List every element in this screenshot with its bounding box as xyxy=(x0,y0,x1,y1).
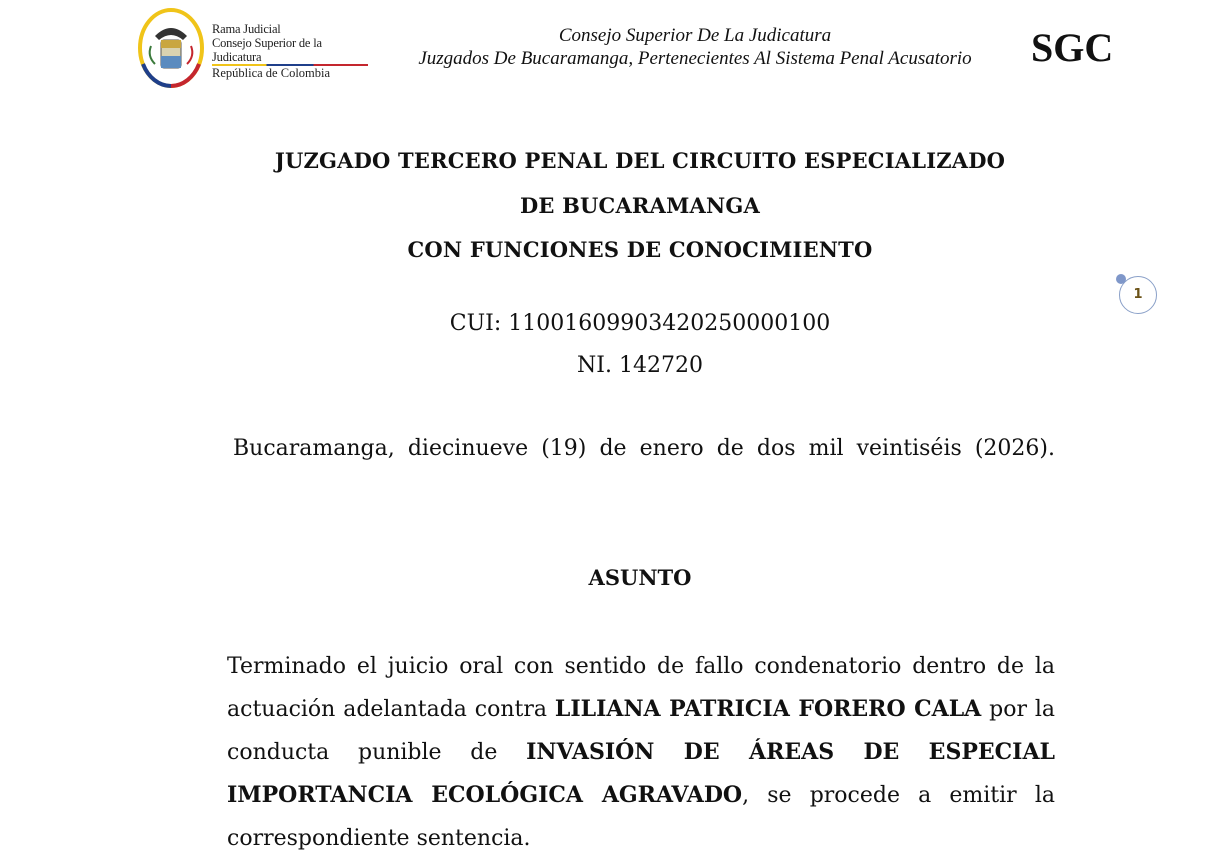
court-title-line-1: JUZGADO TERCERO PENAL DEL CIRCUITO ESPECIALIZADO xyxy=(274,148,1006,173)
section-heading-asunto: ASUNTO xyxy=(588,565,692,590)
header-line-2: Juzgados De Bucaramanga, Pertenecientes Al Sistema Penal Acusatorio xyxy=(418,48,972,69)
page-number-badge[interactable] xyxy=(1119,276,1157,314)
colombia-coat-of-arms-icon xyxy=(137,6,209,90)
logo-line-2: Consejo Superior de la Judicatura xyxy=(212,36,322,64)
defendant-name: LILIANA PATRICIA FORERO CALA xyxy=(554,696,982,722)
header-institution xyxy=(395,24,995,70)
paragraph-text-3: , se procede a emitir la correspondiente sentencia. xyxy=(227,783,1055,851)
court-title-line-2: DE BUCARAMANGA xyxy=(519,193,761,218)
header-line-1: Consejo Superior De La Judicatura xyxy=(558,25,832,46)
ni-number: NI. 142720 xyxy=(577,353,703,378)
sgc-mark: SGC xyxy=(1031,25,1114,70)
crime-name: INVASIÓN DE ÁREAS DE ESPECIAL IMPORTANCIA ECOLÓGICA AGRAVADO xyxy=(227,739,1055,808)
page-number: 1 xyxy=(1133,287,1143,302)
logo-line-1: Rama Judicial xyxy=(212,22,281,36)
paragraph-text-2: por la conducta punible de xyxy=(227,697,1055,765)
rama-judicial-logo xyxy=(137,6,372,92)
cui-number: CUI: 11001609903420250000100 xyxy=(449,311,831,336)
document-date: Bucaramanga, diecinueve (19) de enero de dos mil veintiséis (2026). xyxy=(233,436,1055,461)
asunto-paragraph xyxy=(227,645,1055,860)
paragraph-text-1: Terminado el juicio oral con sentido de fallo condenatorio dentro de la actuación adelantada contra xyxy=(227,654,1055,722)
court-title-line-3: CON FUNCIONES DE CONOCIMIENTO xyxy=(407,237,873,262)
logo-line-3: República de Colombia xyxy=(212,66,331,80)
